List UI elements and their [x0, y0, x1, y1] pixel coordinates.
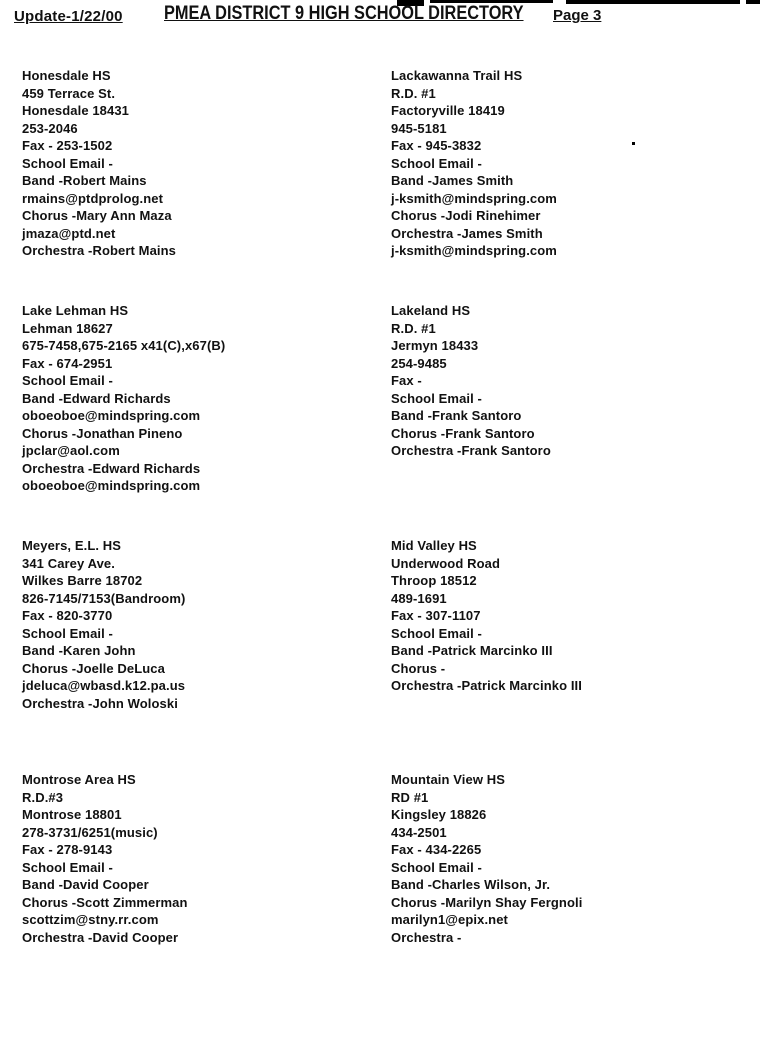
school-line: Orchestra -Patrick Marcinko III	[391, 678, 582, 693]
school-line: Orchestra -Edward Richards	[22, 460, 201, 476]
school-name: Mid Valley HS	[391, 538, 477, 553]
school-line: scottzim@stny.rr.com	[22, 912, 159, 927]
school-line: Band -David Cooper	[22, 877, 149, 892]
school-line: School Email -	[22, 373, 113, 388]
school-line: Chorus -Marilyn Shay Fergnoli	[391, 894, 583, 910]
school-name: Meyers, E.L. HS	[22, 538, 122, 553]
school-line: School Email -	[22, 625, 113, 641]
school-lines	[22, 320, 225, 495]
scan-artifact	[566, 0, 740, 4]
school-line: 253-2046	[22, 120, 78, 136]
school-line: jmaza@ptd.net	[22, 225, 116, 241]
school-line: 459 Terrace St.	[22, 85, 116, 101]
school-lines	[391, 320, 551, 460]
school-lines	[22, 85, 176, 260]
school-line: School Email -	[391, 155, 482, 171]
school-line: Lehman 18627	[22, 320, 113, 336]
school-line: Chorus -Frank Santoro	[391, 425, 535, 441]
school-block-mountain-view	[391, 771, 582, 946]
school-line: R.D. #1	[391, 85, 436, 101]
school-line: Orchestra -James Smith	[391, 225, 543, 241]
school-name: Mountain View HS	[391, 772, 506, 787]
school-line: Honesdale 18431	[22, 103, 130, 118]
school-name: Lackawanna Trail HS	[391, 68, 523, 83]
update-date-label: Update-1/22/00	[14, 8, 123, 25]
school-lines	[391, 555, 582, 695]
school-line: Fax - 945-3832	[391, 138, 482, 153]
school-lines	[22, 789, 188, 947]
school-line: j-ksmith@mindspring.com	[391, 190, 557, 206]
school-line: Band -James Smith	[391, 173, 514, 188]
school-line: School Email -	[22, 859, 113, 875]
school-line: Chorus -Mary Ann Maza	[22, 208, 172, 223]
school-line: 945-5181	[391, 120, 447, 136]
school-line: jpclar@aol.com	[22, 443, 120, 458]
school-line: j-ksmith@mindspring.com	[391, 243, 557, 258]
school-line: 434-2501	[391, 824, 447, 840]
school-line: Band -Frank Santoro	[391, 408, 522, 423]
school-line: Montrose 18801	[22, 807, 122, 822]
school-line: Chorus -Jonathan Pineno	[22, 425, 183, 441]
school-line: Throop 18512	[391, 573, 477, 588]
school-line: 278-3731/6251(music)	[22, 824, 158, 840]
school-line: Band -Robert Mains	[22, 173, 147, 188]
school-line: 341 Carey Ave.	[22, 555, 115, 571]
school-line: Band -Edward Richards	[22, 390, 171, 406]
school-line: Fax - 307-1107	[391, 608, 481, 623]
school-block-honesdale	[22, 67, 176, 260]
school-block-lackawanna-trail	[391, 67, 557, 260]
school-line: Kingsley 18826	[391, 807, 487, 822]
school-line: Jermyn 18433	[391, 338, 479, 353]
page-number: Page 3	[553, 7, 602, 24]
school-line: Fax - 278-9143	[22, 842, 113, 857]
school-line: Fax - 820-3770	[22, 608, 113, 623]
school-line: School Email -	[391, 390, 482, 406]
school-lines	[391, 789, 582, 947]
school-line: rmains@ptdprolog.net	[22, 190, 164, 206]
school-line: 826-7145/7153(Bandroom)	[22, 590, 186, 606]
school-line: R.D.#3	[22, 789, 64, 805]
school-line: Orchestra -John Woloski	[22, 695, 178, 711]
school-block-lake-lehman	[22, 302, 225, 495]
school-line: 489-1691	[391, 590, 447, 606]
school-line: Fax -	[391, 373, 422, 388]
school-lines	[391, 85, 557, 260]
school-block-lakeland	[391, 302, 551, 460]
school-block-meyers	[22, 537, 185, 712]
school-line: Chorus -Jodi Rinehimer	[391, 208, 541, 223]
school-line: Band -Karen John	[22, 643, 136, 658]
school-line: R.D. #1	[391, 320, 436, 336]
school-line: Chorus -Scott Zimmerman	[22, 894, 188, 910]
school-line: Chorus -	[391, 660, 446, 676]
school-line: Orchestra -Robert Mains	[22, 243, 177, 258]
school-line: 254-9485	[391, 355, 447, 371]
school-line: Factoryville 18419	[391, 103, 505, 118]
school-block-montrose	[22, 771, 188, 946]
school-line: Fax - 253-1502	[22, 138, 113, 153]
school-line: marilyn1@epix.net	[391, 912, 508, 927]
school-name: Lake Lehman HS	[22, 303, 129, 318]
school-line: Orchestra -David Cooper	[22, 929, 179, 945]
school-line: jdeluca@wbasd.k12.pa.us	[22, 678, 186, 693]
school-line: Band -Charles Wilson, Jr.	[391, 877, 551, 892]
school-name: Lakeland HS	[391, 303, 471, 318]
school-line: School Email -	[391, 859, 482, 875]
school-line: Fax - 674-2951	[22, 355, 113, 371]
scan-speck	[632, 142, 635, 145]
school-line: Wilkes Barre 18702	[22, 573, 143, 588]
school-block-mid-valley	[391, 537, 582, 695]
school-line: School Email -	[22, 155, 113, 171]
school-name: Montrose Area HS	[22, 772, 136, 787]
school-line: oboeoboe@mindspring.com	[22, 408, 201, 423]
school-line: RD #1	[391, 789, 429, 805]
school-lines	[22, 555, 185, 713]
school-line: Fax - 434-2265	[391, 842, 482, 857]
page-title: PMEA DISTRICT 9 HIGH SCHOOL DIRECTORY	[164, 3, 524, 24]
school-name: Honesdale HS	[22, 68, 111, 83]
school-line: School Email -	[391, 625, 482, 641]
school-line: oboeoboe@mindspring.com	[22, 478, 201, 493]
school-line: 675-7458,675-2165 x41(C),x67(B)	[22, 338, 226, 353]
scan-artifact	[746, 0, 760, 4]
school-line: Orchestra -	[391, 929, 462, 945]
school-line: Orchestra -Frank Santoro	[391, 443, 551, 458]
school-line: Chorus -Joelle DeLuca	[22, 660, 165, 676]
school-line: Band -Patrick Marcinko III	[391, 643, 553, 658]
school-line: Underwood Road	[391, 555, 501, 571]
